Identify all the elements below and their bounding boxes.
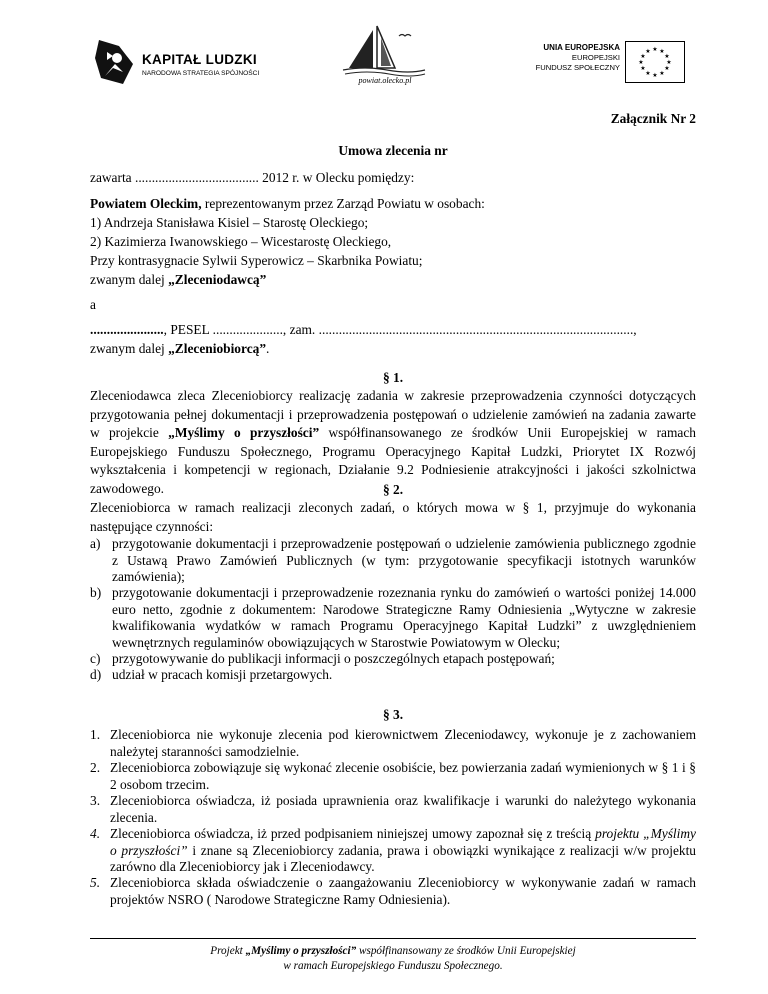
annex-label: Załącznik Nr 2 (610, 111, 696, 126)
footer-line2: w ramach Europejskiego Funduszu Społecznego. (283, 960, 503, 972)
list-item (90, 536, 696, 586)
party1-person2: 2) Kazimierza Iwanowskiego – Wicestarostę Oleckiego, (90, 234, 392, 249)
section2-intro: Zleceniobiorca w ramach realizacji zleconych zadań, o których mowa w § 1, przyjmuje do wykonania następujące czynności: (90, 500, 696, 534)
list-item-text: przygotowanie dokumentacji i przeprowadzenie postępowań o udzielenie zamówienia publicznego zgodnie z Ustawą Prawo Zamówień Publicznych (w tym: przygotowanie specyfikacji istotnych warunków zamówienia); (112, 536, 696, 584)
section1-text-a: Zleceniodawca zleca Zleceniobiorcy realizację zadania w zakresie przeprowadzenia czynności dotyczących przygotowania pełnej dokumentacji i przeprowadzenia postępowań o udzielenie zamówień na zadania zawarte w projekcie (90, 388, 696, 440)
list-item-text-c: i znane są Zleceniobiorcy zadania, prawa i obowiązki wynikające z realizacji w/w projektu zarówno dla Zleceniobiorcy jak i Zleceniodawcy. (110, 842, 697, 874)
svg-text:★: ★ (645, 48, 651, 55)
footer-post: współfinansowany ze środków Unii Europejskiej (356, 945, 576, 957)
footer-divider (90, 938, 696, 939)
svg-text:★: ★ (652, 46, 658, 53)
section2-heading: § 2. (382, 482, 404, 497)
called2-pre: zwanym dalej (90, 341, 169, 356)
eu-logo-line1: UNIA EUROPEJSKA (543, 43, 620, 52)
section3-heading: § 3. (382, 707, 404, 722)
svg-text:★: ★ (645, 70, 651, 77)
section1-heading: § 1. (382, 370, 404, 385)
list-item-text: Zleceniobiorca składa oświadczenie o zaangażowaniu Zleceniobiorcy w wykonywanie zadań w ramach projektów NSRO ( Narodowe Strategiczne Ramy Odniesienia). (110, 875, 696, 907)
svg-text:★: ★ (664, 65, 670, 72)
list-item-text-a: Zleceniobiorca oświadcza, iż przed podpisaniem niniejszej umowy zapoznał się z treścią (110, 826, 596, 841)
svg-text:★: ★ (652, 72, 658, 79)
kapital-ludzki-logo (93, 38, 293, 88)
eu-flag-icon (625, 41, 685, 83)
eu-logo-line3: FUNDUSZ SPOŁECZNY (535, 63, 620, 72)
called2-post: . (266, 341, 270, 356)
called2-name: „Zleceniobiorcą” (168, 341, 267, 356)
list-item (90, 585, 696, 651)
called1-line (90, 271, 696, 290)
called1-pre: zwanym dalej (90, 272, 169, 287)
list-item-text: Zleceniobiorca oświadcza, iż posiada uprawnienia oraz kwalifikacje i warunki do należytego wykonania zlecenia. (110, 793, 696, 825)
project-name: „Myślimy o przyszłości” (168, 425, 320, 440)
kapital-ludzki-title: KAPITAŁ LUDZKI (142, 52, 257, 67)
and-line: a (90, 297, 96, 312)
called2-line (90, 340, 696, 359)
page-header (0, 0, 768, 100)
eu-logo-line2: EUROPEJSKI (571, 53, 620, 62)
concluded-line: zawarta ..................................... 2012 r. w Olecku pomiędzy: (90, 170, 415, 185)
kapital-ludzki-subtitle: NARODOWA STRATEGIA SPÓJNOŚCI (142, 70, 260, 77)
svg-text:★: ★ (640, 53, 646, 60)
footer-line1 (90, 944, 696, 959)
party1-rest: reprezentowanym przez Zarząd Powiatu w osobach: (201, 196, 485, 211)
eu-logo (520, 41, 685, 83)
list-item-label: 1. (90, 727, 101, 742)
list-item-text: Zleceniobiorca nie wykonuje zlecenia pod kierownictwem Zleceniodawcy, wykonuje je z zachowaniem należytej staranności samodzielnie. (110, 727, 696, 759)
svg-text:★: ★ (659, 48, 665, 55)
svg-text:★: ★ (640, 65, 646, 72)
list-item (90, 875, 696, 908)
list-item-text: przygotowanie dokumentacji i przeprowadzenie rozeznania rynku do zamówień o wartości poniżej 14.000 euro netto, zgodnie z dokumentem: Narodowe Strategiczne Ramy Odniesienia „Wytyczne w zakresie kwalifikowania wydatków w ramach Programu Operacyjnego Kapitał Ludzki” z uwzględnieniem wewnętrznych regulaminów obowiązujących w Starostwie Powiatowym w Olecku; (112, 585, 696, 650)
powiat-url: powiat.olecko.pl (358, 76, 412, 85)
party2-line (90, 321, 696, 340)
svg-text:★: ★ (666, 59, 672, 66)
section1-text-c: współfinansowanego ze środków Unii Europejskiej w ramach Europejskiego Funduszu Społecznego, Programu Operacyjnego Kapitał Ludzki, Priorytet IX Rozwój wykształcenia i kompetencji w regionach, Działanie 9.2 Podniesienie atrakcyjności i jakości szkolnictwa zawodowego. (90, 425, 696, 496)
svg-text:★: ★ (638, 59, 644, 66)
party1-line (90, 195, 696, 214)
document-title: Umowa zlecenia nr (338, 143, 448, 158)
powiat-olecko-logo (335, 22, 430, 92)
list-item-text: przygotowywanie do publikacji informacji o poszczególnych etapach postępowań; (112, 651, 555, 666)
list-item-label: 2. (90, 760, 101, 775)
list-item-label: b) (90, 585, 102, 600)
party2-dots: ...................... (90, 322, 164, 337)
called1-name: „Zleceniodawcą” (168, 272, 267, 287)
footer-project-name: „Myślimy o przyszłości” (245, 945, 357, 957)
party2-rest: , PESEL ....................., zam. .............................................................................................., (163, 322, 637, 337)
svg-text:★: ★ (664, 53, 670, 60)
list-item-label: 5. (90, 875, 101, 890)
list-item (90, 727, 696, 760)
list-item-label: 4. (90, 826, 101, 841)
kapital-ludzki-emblem-icon (93, 38, 137, 86)
list-item (90, 826, 696, 876)
list-item (90, 651, 696, 668)
list-item-label: a) (90, 536, 101, 551)
list-item-text: udział w pracach komisji przetargowych. (112, 667, 333, 682)
party1-person1: 1) Andrzeja Stanisława Kisiel – Starostę Oleckiego; (90, 215, 369, 230)
footer-pre: Projekt (210, 945, 246, 957)
countersign-line: Przy kontrasygnacie Sylwii Syperowicz – Skarbnika Powiatu; (90, 253, 423, 268)
party1-name: Powiatem Oleckim, (90, 196, 202, 211)
list-item-text: Zleceniobiorca zobowiązuje się wykonać zlecenie osobiście, bez powierzania zadań wymienionych w § 1 i § 2 osobom trzecim. (110, 760, 696, 792)
list-item (90, 760, 696, 793)
list-item (90, 667, 696, 684)
list-item-text (90, 826, 696, 876)
svg-text:★: ★ (659, 70, 665, 77)
list-item-label: 3. (90, 793, 101, 808)
page-footer (90, 944, 696, 974)
list-item-label: c) (90, 651, 101, 666)
list-item (90, 793, 696, 826)
list-item-label: d) (90, 667, 102, 682)
sailboat-icon (335, 22, 430, 78)
eu-logo-text (536, 43, 620, 73)
project-reference: projektu „Myślimy o przyszłości” (110, 826, 696, 858)
